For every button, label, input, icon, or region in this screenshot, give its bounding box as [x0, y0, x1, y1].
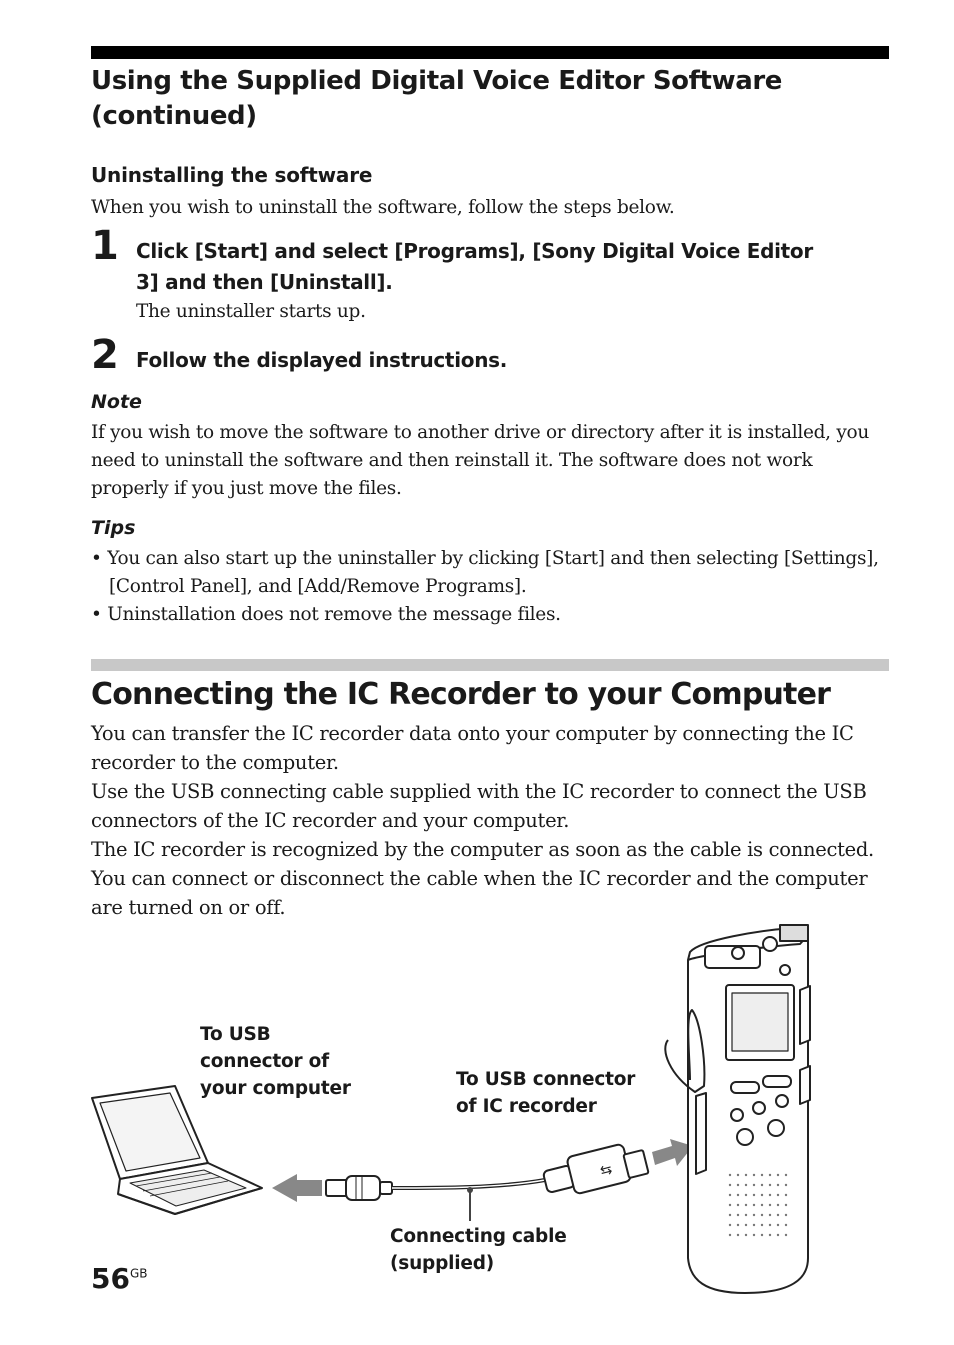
page-number-suffix: GB	[129, 1266, 148, 1281]
tips-label: Tips	[91, 517, 136, 539]
connecting-paragraph: Use the USB connecting cable supplied with the IC recorder to connect the USB connectors of the IC recorder and your computer.	[91, 780, 867, 832]
step-1-number: 1	[91, 223, 119, 269]
laptop-illustration	[92, 1086, 262, 1214]
tip-item: • Uninstallation does not remove the message files.	[91, 604, 561, 625]
page-number-value: 56	[91, 1262, 130, 1295]
note-text: If you wish to move the software to another drive or directory after it is installed, you need to uninstall the software and then reinstall it. The software does not work properly if you just move the files.	[91, 422, 869, 499]
svg-text:⇆: ⇆	[598, 1161, 614, 1180]
ic-recorder-illustration	[665, 925, 810, 1293]
step-2-number: 2	[91, 332, 119, 378]
page-title: Using the Supplied Digital Voice Editor Software (continued)	[91, 66, 783, 131]
label-recorder-connector	[456, 1066, 635, 1120]
page-number	[91, 1262, 148, 1295]
connecting-paragraph: The IC recorder is recognized by the computer as soon as the cable is connected. You can connect or disconnect the cable when the IC recorder and the computer are turned on or off.	[91, 838, 874, 919]
step-2-title: Follow the displayed instructions.	[136, 348, 508, 372]
label-line: To USB connector	[456, 1069, 636, 1090]
usb-plug-recorder	[543, 1144, 649, 1195]
label-connecting-cable	[390, 1223, 567, 1277]
arrow-to-computer	[272, 1174, 322, 1202]
step-1-title-line2: 3] and then [Uninstall].	[136, 270, 393, 294]
label-line: your computer	[200, 1078, 351, 1099]
label-line: connector of	[200, 1051, 330, 1072]
uninstall-intro: When you wish to uninstall the software, follow the steps below.	[91, 197, 675, 218]
note-label: Note	[91, 391, 142, 413]
label-line: To USB	[200, 1024, 271, 1045]
step-1-title-line1: Click [Start] and select [Programs], [Sony Digital Voice Editor	[136, 239, 813, 263]
arrow-to-recorder	[652, 1139, 693, 1166]
label-computer-connector	[200, 1021, 351, 1102]
label-line: Connecting cable	[390, 1226, 567, 1247]
step-1-detail: The uninstaller starts up.	[136, 301, 366, 322]
connecting-title: Connecting the IC Recorder to your Computer	[91, 677, 831, 712]
tip-item: • You can also start up the uninstaller by clicking [Start] and then selecting [Settings], [Control Panel], and [Add/Remove Programs].	[91, 548, 879, 597]
connecting-paragraph: You can transfer the IC recorder data onto your computer by connecting the IC recorder to the computer.	[91, 722, 854, 774]
section-heading-uninstall: Uninstalling the software	[91, 163, 373, 187]
usb-plug-computer	[326, 1176, 392, 1200]
label-line: of IC recorder	[456, 1096, 597, 1117]
label-line: (supplied)	[390, 1253, 495, 1274]
